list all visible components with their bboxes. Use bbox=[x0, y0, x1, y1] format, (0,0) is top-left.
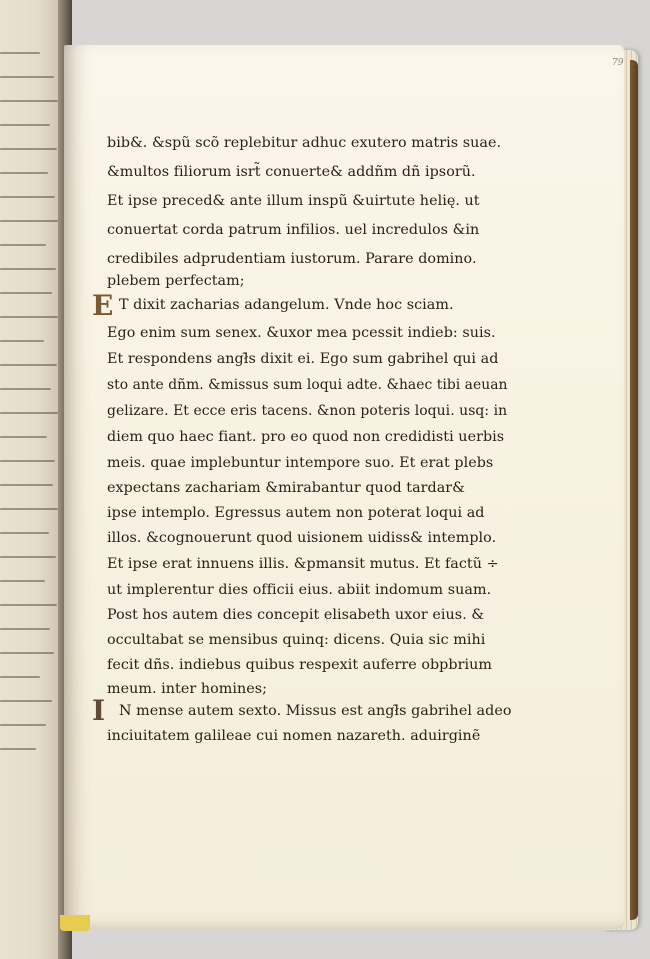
text-line: expectans zachariam &mirabantur quod tardar& bbox=[107, 480, 465, 496]
text-line: bib&. &spũ scõ replebitur adhuc exutero matris suae. bbox=[107, 135, 502, 151]
text-line: conuertat corda patrum infilios. uel incredulos &in bbox=[107, 222, 480, 238]
text-line: Ego enim sum senex. &uxor mea pcessit indieb: suis. bbox=[107, 325, 496, 341]
text-line: T dixit zacharias adangelum. Vnde hoc sciam. bbox=[119, 297, 454, 313]
text-line: Et ipse preced& ante illum inspũ &uirtute helię. ut bbox=[107, 193, 480, 209]
text-line: occultabat se mensibus quinq: dicens. Quia sic mihi bbox=[107, 632, 486, 648]
text-line: meum. inter homines; bbox=[107, 681, 268, 697]
text-line: Post hos autem dies concepit elisabeth uxor eius. & bbox=[107, 607, 485, 623]
text-line: ut implerentur dies officii eius. abiit indomum suam. bbox=[107, 582, 492, 598]
text-line: gelizare. Et ecce eris tacens. &non poteris loqui. usq: in bbox=[107, 403, 508, 419]
folio-number: 79 bbox=[612, 58, 624, 68]
decorated-initial-e: E bbox=[92, 289, 114, 322]
text-line: sto ante dñm. &missus sum loqui adte. &haec tibi aeuan bbox=[107, 377, 508, 393]
text-line: diem quo haec fiant. pro eo quod non credidisti uerbis bbox=[107, 429, 505, 445]
text-line: &multos filiorum isrt̃ conuerte& addñm dñ ipsorũ. bbox=[107, 164, 476, 180]
text-line: fecit dñs. indiebus quibus respexit auferre obpbrium bbox=[107, 657, 492, 673]
text-line: Et ipse erat innuens illis. &pmansit mutus. Et factũ ÷ bbox=[107, 556, 499, 572]
text-line: plebem perfectam; bbox=[107, 273, 245, 289]
text-line: illos. &cognouerunt quod uisionem uidiss& intemplo. bbox=[107, 530, 497, 546]
text-line: credibiles adprudentiam iustorum. Parare domino. bbox=[107, 251, 477, 267]
text-line: meis. quae implebuntur intempore suo. Et erat plebs bbox=[107, 455, 494, 471]
decorated-initial-i: I bbox=[92, 694, 106, 727]
gilt-edge bbox=[60, 915, 90, 931]
text-line: N mense autem sexto. Missus est angł̃s gabrihel adeo bbox=[119, 703, 512, 719]
text-line: ipse intemplo. Egressus autem non poterat loqui ad bbox=[107, 505, 485, 521]
text-line: inciuitatem galileae cui nomen nazareth. aduirginẽ bbox=[107, 728, 481, 744]
facing-page-text-lines bbox=[0, 52, 62, 772]
text-line: Et respondens angł̃s dixit ei. Ego sum gabrihel qui ad bbox=[107, 351, 499, 367]
